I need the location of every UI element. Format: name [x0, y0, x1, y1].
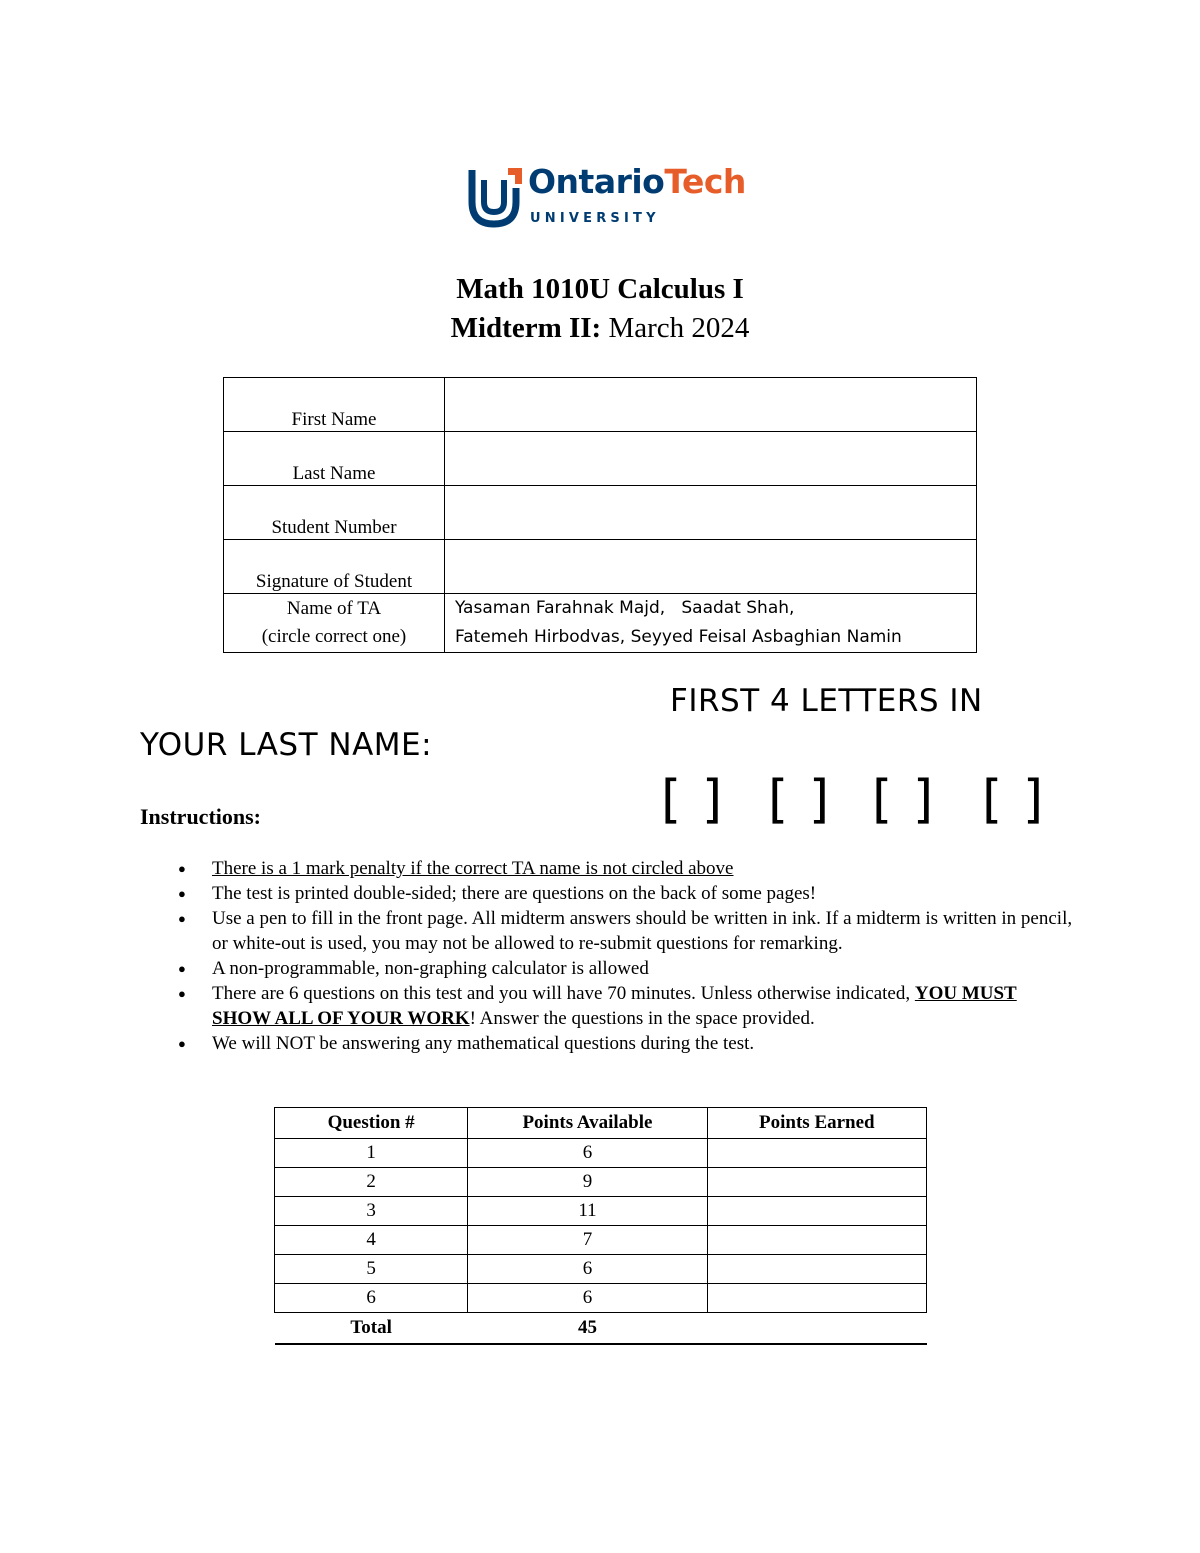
letter-box-1[interactable]: [ ]: [661, 770, 725, 830]
your-last-name-heading: YOUR LAST NAME:: [140, 727, 433, 763]
question-number: 3: [275, 1197, 468, 1226]
table-row: [275, 1255, 927, 1284]
total-row: [275, 1313, 927, 1345]
show-work-emphasis: YOU MUST SHOW ALL OF YOUR WORK: [212, 983, 1017, 1029]
letter-box-2[interactable]: [ ]: [768, 770, 832, 830]
student-info-table: [223, 377, 977, 653]
table-row: [275, 1139, 927, 1168]
points-earned-cell[interactable]: [707, 1255, 926, 1284]
points-table: [274, 1107, 927, 1345]
signature-field[interactable]: [445, 540, 977, 594]
ta-label: [224, 594, 445, 653]
student-number-label: Student Number: [224, 486, 445, 540]
points-available: 6: [468, 1255, 707, 1284]
list-item: ● A non-programmable, non-graphing calculator is allowed: [178, 956, 1078, 981]
ta-label-line2: (circle correct one): [261, 626, 407, 647]
course-title: Math 1010U Calculus I: [456, 273, 744, 305]
question-number: 5: [275, 1255, 468, 1284]
logo-wordmark: OntarioTech: [528, 162, 746, 201]
points-available: 11: [468, 1197, 707, 1226]
ta-names-field[interactable]: [445, 594, 977, 653]
points-available: 9: [468, 1168, 707, 1197]
exam-label: Midterm II:: [450, 312, 602, 344]
ta-label-line1: Name of TA: [286, 598, 382, 619]
first-name-label: First Name: [224, 378, 445, 432]
item5-text-c: ! Answer the questions in the space provided.: [469, 1008, 815, 1029]
table-row: [275, 1284, 927, 1313]
list-item: [178, 981, 1078, 1031]
question-number: 4: [275, 1226, 468, 1255]
total-label: Total: [275, 1313, 468, 1345]
header-question: Question #: [275, 1108, 468, 1139]
total-earned-cell[interactable]: [707, 1313, 926, 1345]
question-number: 1: [275, 1139, 468, 1168]
university-logo: [468, 162, 746, 230]
signature-label: Signature of Student: [224, 540, 445, 594]
item5-text-a: There are 6 questions on this test and you will have 70 minutes. Unless otherwise indicated,: [212, 983, 915, 1004]
letter-box-3[interactable]: [ ]: [872, 770, 936, 830]
ta-penalty-note: There is a 1 mark penalty if the correct TA name is not circled above: [212, 858, 734, 879]
table-row: [275, 1168, 927, 1197]
question-number: 2: [275, 1168, 468, 1197]
first-name-field[interactable]: [445, 378, 977, 432]
logo-subtitle: UNIVERSITY: [530, 211, 660, 226]
student-number-field[interactable]: [445, 486, 977, 540]
exam-date: March 2024: [608, 312, 750, 344]
last-name-field[interactable]: [445, 432, 977, 486]
total-value: 45: [468, 1313, 707, 1345]
points-available: 6: [468, 1139, 707, 1168]
list-item: ● Use a pen to fill in the front page. All midterm answers should be written in ink. If a midterm is written in pencil, or white-out is used, you may not be allowed to re-submit questions for remarking.: [178, 906, 1078, 956]
ta-names-line2: Fatemeh Hirbodvas, Seyyed Feisal Asbaghian Namin: [455, 627, 902, 647]
last-name-label: Last Name: [224, 432, 445, 486]
header-points-available: Points Available: [468, 1108, 707, 1139]
list-item: [178, 856, 1078, 881]
points-earned-cell[interactable]: [707, 1284, 926, 1313]
exam-title: [0, 312, 1200, 345]
list-item: ● The test is printed double-sided; there are questions on the back of some pages!: [178, 881, 1078, 906]
points-earned-cell[interactable]: [707, 1168, 926, 1197]
logo-mark-icon: [468, 166, 524, 228]
points-available: 7: [468, 1226, 707, 1255]
letter-box-4[interactable]: [ ]: [982, 770, 1046, 830]
table-row: [275, 1197, 927, 1226]
points-earned-cell[interactable]: [707, 1139, 926, 1168]
table-row: [275, 1226, 927, 1255]
points-earned-cell[interactable]: [707, 1226, 926, 1255]
first-four-letters-heading: FIRST 4 LETTERS IN: [670, 683, 983, 719]
header-points-earned: Points Earned: [707, 1108, 926, 1139]
ta-names-line1: Yasaman Farahnak Majd, Saadat Shah,: [455, 598, 795, 618]
instructions-title: Instructions:: [140, 804, 262, 829]
instructions-list: [178, 856, 1078, 1056]
points-available: 6: [468, 1284, 707, 1313]
points-earned-cell[interactable]: [707, 1197, 926, 1226]
list-item: ● We will NOT be answering any mathematical questions during the test.: [178, 1031, 1078, 1056]
table-header-row: [275, 1108, 927, 1139]
question-number: 6: [275, 1284, 468, 1313]
